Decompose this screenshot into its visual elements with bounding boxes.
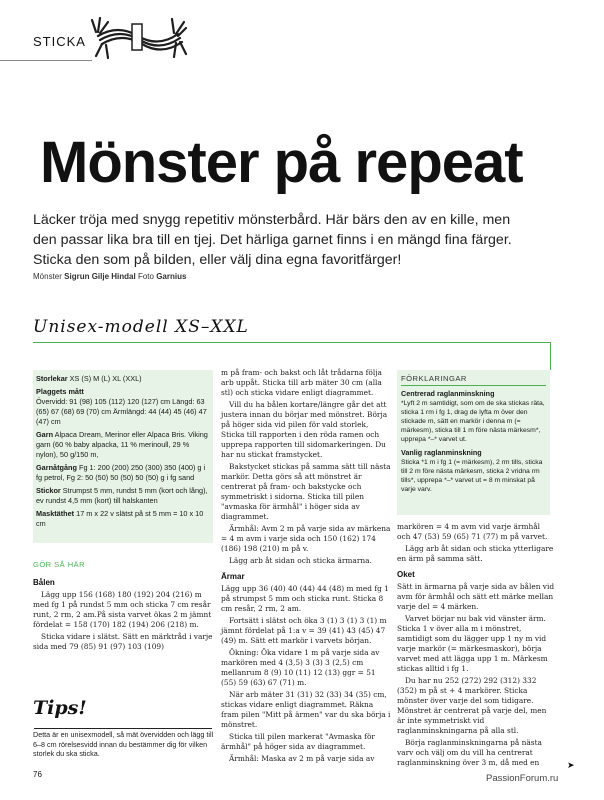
paragraph: Sätt in ärmarna på varje sida av bålen vid avm för ärmhål och sätt ett märke mellan varje del = 4 märken. (397, 582, 555, 611)
glossary-item-text: Sticka *1 m i fg 1 (= märkesm), 2 rm tills, sticka till 2 m före nästa märkesm, sticka 2 vridna rm tills*, upprepa *–* varvet ut = 8 m minskat på varje varv. (401, 459, 543, 493)
spec-row (36, 486, 210, 506)
section-heading: Bålen (33, 578, 55, 587)
section-heading: Ärmar (221, 572, 245, 581)
glossary-box (397, 370, 550, 515)
paragraph: Lägg arb åt sidan och sticka ytterligare en ärm på samma sätt. (397, 544, 554, 563)
continue-arrow-icon: ➤ (567, 760, 575, 770)
spec-label: Plaggets mått (36, 387, 84, 396)
spec-row (36, 374, 210, 384)
paragraph: Lägg upp 36 (40) 40 (44) 44 (48) m med fg 1 på strumpst 5 mm och sticka runt. Sticka 8 cm resår, 2 rm, 2 am. (221, 584, 389, 613)
spec-row (36, 387, 210, 427)
spec-label: Stickor (36, 486, 61, 495)
credits (33, 272, 186, 281)
paragraph: När arb mäter 31 (31) 32 (33) 34 (35) cm, stickas vidare enligt diagrammet. Räkna fram pilen "Mitt på ärmen" var du ska börja i mönstret. (221, 690, 391, 729)
section-tag: STICKA (33, 34, 86, 49)
spec-text: Strumpst 5 mm, rundst 5 mm (kort och lång), ev rundst 4,5 mm (kort) till halskanten (36, 486, 208, 505)
pattern-label: Mönster (33, 272, 62, 281)
glossary-divider (401, 385, 546, 386)
model-divider-corner (550, 342, 551, 370)
spec-text: Alpaca Dream, Merinor eller Alpaca Bris. Viking garn (60 % baby alpacka, 11 % merinoull, 29 % nylon), 50 g/150 m, (36, 430, 208, 459)
spec-text: 17 m x 22 v slätst på st 5 mm = 10 x 10 cm (36, 509, 204, 528)
glossary-heading: FÖRKLARINGAR (401, 374, 467, 383)
spec-text: Fg 1: 200 (200) 250 (300) 350 (400) g i fg petrol, Fg 2: 50 (50) 50 (50) 50 (50) g i fg sand (36, 463, 206, 482)
page-title: Mönster på repeat (40, 130, 523, 195)
spec-row (36, 509, 210, 529)
paragraph: Lägg arb åt sidan och sticka ärmarna. (229, 556, 372, 565)
designer-name: Sigrun Gilje Hindal (64, 272, 136, 281)
paragraph: Du har nu 252 (272) 292 (312) 332 (352) m på st + 4 markörer. Sticka mönster över varje del som tidigare. Mönstret är centrerat på varje del, men är inte symmetriskt vid raglanminskningarna på alla stl. (397, 676, 547, 735)
tips-title: Tips! (33, 697, 87, 719)
watermark: PassionForum.ru (486, 773, 559, 784)
tips-text: Detta är en unisexmodell, så mät övervidden och lägg till 6–8 cm rörelsesvidd innan du bestämmer dig för vilken storlek du ska sticka. (33, 730, 214, 758)
spec-label: Storlekar (36, 374, 68, 383)
paragraph: Fortsätt i slätst och öka 3 (1) 3 (1) 3 (1) m jämnt fördelat på 1:a v = 39 (41) 43 (45) 47 (49) m. Sätt ett markör i varvets början. (221, 616, 387, 645)
spec-text: Övervidd: 91 (98) 105 (112) 120 (127) cm Längd: 63 (65) 67 (68) 69 (70) cm Ärmlängd: 44 (44) 45 (46) 47 (47) cm (36, 397, 207, 426)
paragraph: Bakstycket stickas på samma sätt till nästa markör. Detta görs så att mönstret är centrerat på fram- och bakstycke och symmetriskt i sidorna. Sticka till pilen "avmaska för ärmhål" i höger sida av diagrammet. (221, 462, 391, 521)
paragraph: Varvet börjar nu bak vid vänster ärm. Sticka 1 v över alla m i mönstret, samtidigt som du lägger upp 1 ny m vid varje markör (= märkesmaskor), börja varvet med att lägga upp 1 m. Märkesm stickas alltid i fg 1. (397, 614, 548, 673)
glossary-item-title: Centrerad raglanminskning (401, 389, 495, 398)
instructions-column-1 (33, 572, 213, 654)
spec-label: Garnåtgång (36, 463, 77, 472)
paragraph: Ärmhål: Maska av 2 m på varje sida av (229, 754, 375, 763)
paragraph: markören = 4 m avm vid varje ärmhål och 47 (53) 59 (65) 71 (77) m på varvet. (397, 522, 548, 541)
paragraph: Ärmhål: Avm 2 m på varje sida av märkena = 4 m avm i varje sida och 150 (162) 174 (186) 198 (210) m på v. (221, 524, 391, 553)
glossary-item-title: Vanlig raglanminskning (401, 448, 482, 457)
instructions-column-3 (397, 522, 555, 770)
intro-line: den passar lika bra till en tjej. Det härliga garnet finns i en mängd fina färger. (33, 232, 512, 248)
paragraph: Börja raglanminskningarna på nästa varv och välj om du vill ha centrerat raglanminskning över 3 m, då med en (397, 738, 542, 767)
paragraph: m på fram- och bakst och låt trådarna följa arb uppåt. Sticka till arb mäter 30 cm (alla stl) och sticka vidare enligt diagrammet. (221, 368, 382, 397)
intro-line: Sticka den som på bilden, eller välj dina egna favoritfärger! (33, 252, 402, 268)
instructions-column-2 (221, 368, 391, 766)
spec-row (36, 430, 210, 460)
spec-label: Masktäthet (36, 509, 75, 518)
section-tag-underline (0, 60, 92, 61)
paragraph: Lägg upp 156 (168) 180 (192) 204 (216) m med fg 1 på rundst 5 mm och sticka 7 cm resår runt, 2 rm, 2 am.På sista varvet ökas 2 m jämnt fördelat = 158 (170) 182 (194) 206 (218) m. (33, 590, 212, 629)
specs-box (33, 370, 213, 543)
spec-row (36, 463, 210, 483)
howto-heading: GÖR SÅ HÄR (33, 560, 86, 569)
yarn-skein-icon (88, 14, 188, 60)
model-divider (33, 342, 551, 343)
paragraph: Sticka vidare i slätst. Sätt en märktråd i varje sida med 79 (85) 91 (97) 103 (109) (33, 632, 213, 651)
section-heading: Oket (397, 570, 415, 579)
photographer-name: Garnius (156, 272, 187, 281)
spec-text: XS (S) M (L) XL (XXL) (69, 374, 142, 383)
paragraph: Vill du ha bålen kortare/längre går det att justera innan du börjar med mönstret. Börja på höger sida vid pilen för vald storlek, Sticka till rapporten i den röda ramen och upprepa rapporten till sidomarkeringen. Du har nu stickat framstycket. (221, 400, 388, 459)
glossary-item-text: *Lyft 2 m samtidigt, som om de ska stickas räta, sticka 1 rm i fg 1, drag de lyfta m över den stickade m, sätt en markör i denna m (= märkesm), sticka till 1 m före nästa märkesm*, upprepa *–* varvet ut. (401, 400, 545, 443)
intro-line: Läcker tröja med snygg repetitiv mönsterbård. Här bärs den av en kille, men (33, 212, 511, 228)
tips-divider (34, 728, 212, 729)
page-number: 76 (33, 770, 42, 779)
paragraph: Sticka till pilen markerat "Avmaska för ärmhål" på höger sida av diagrammet. (221, 732, 375, 751)
photo-label: Foto (137, 272, 154, 281)
spec-label: Garn (36, 430, 54, 439)
intro-text (33, 210, 573, 270)
model-title: Unisex-modell XS–XXL (33, 317, 249, 337)
paragraph: Ökning: Öka vidare 1 m på varje sida av markören med 4 (3,5) 3 (3) 3 (2,5) cm mellanrum 8 (9) 10 (11) 12 (13) ggr = 51 (55) 59 (63) 67 (71) m. (221, 648, 380, 687)
